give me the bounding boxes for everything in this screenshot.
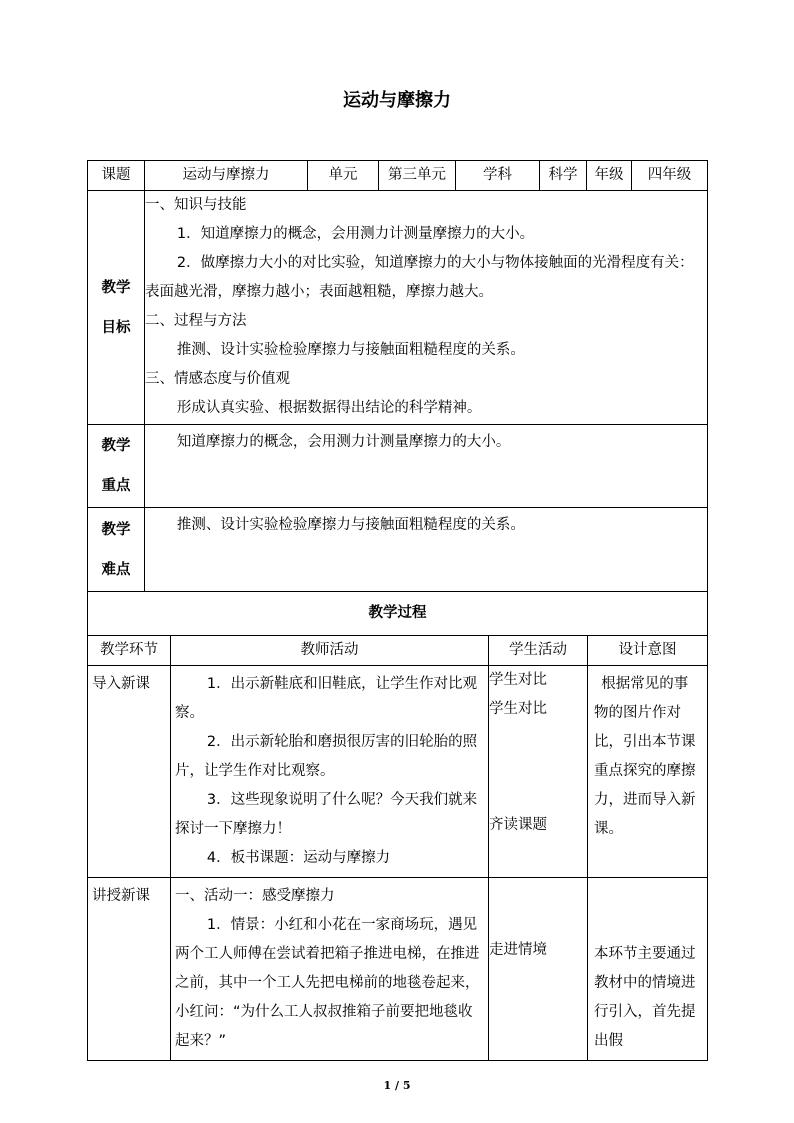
goals-row <box>88 191 708 425</box>
column-header: 学生活动 <box>489 636 588 666</box>
stage-cell: 讲授新课 <box>88 878 171 1061</box>
stage-cell: 导入新课 <box>88 666 171 878</box>
grade-label: 年级 <box>587 161 632 191</box>
lesson-info-table <box>87 160 708 636</box>
page-title: 运动与摩擦力 <box>343 90 451 111</box>
goals-label: 教学 目标 <box>88 191 145 425</box>
difficulty-row <box>88 508 708 592</box>
student-activity-cell: 走进情境 <box>489 878 588 1061</box>
table-row <box>88 666 708 878</box>
unit-label: 单元 <box>308 161 379 191</box>
goals-line: 形成认真实验、根据数据得出结论的科学精神。 <box>176 400 482 416</box>
subject-value: 科学 <box>540 161 587 191</box>
process-title: 教学过程 <box>88 592 708 636</box>
page-number: 1 / 5 <box>383 1079 411 1092</box>
header-row <box>88 161 708 191</box>
process-header-row <box>88 636 708 666</box>
student-activity-cell: 学生对比 学生对比 齐读课题 <box>489 666 588 878</box>
lesson-value: 运动与摩擦力 <box>145 161 308 191</box>
teacher-activity-cell: 1．出示新鞋底和旧鞋底，让学生作对比观察。 2．出示新轮胎和磨损很厉害的旧轮胎的照片，让学生作对比观察。 3．这些现象说明了什么呢？今天我们就来探讨一下摩擦力！ 4．板书课题：运动与摩擦力 <box>171 666 489 878</box>
column-header: 教学环节 <box>88 636 171 666</box>
goals-line: 三、情感态度与价值观 <box>145 371 290 387</box>
key-point-content: 知道摩擦力的概念，会用测力计测量摩擦力的大小。 <box>145 425 708 508</box>
design-intent-cell: 本环节主要通过教材中的情境进行引入，首先提出假 <box>588 878 708 1061</box>
difficulty-label: 教学 难点 <box>88 508 145 592</box>
key-point-label: 教学 重点 <box>88 425 145 508</box>
goals-line: 二、过程与方法 <box>145 313 247 329</box>
process-table <box>87 635 708 1061</box>
teacher-activity-cell: 一、活动一：感受摩擦力 1．情景：小红和小花在一家商场玩，遇见两个工人师傅在尝试着把箱子推进电梯，在推进之前，其中一个工人先把电梯前的地毯卷起来，小红问：“为什么工人叔叔推箱子前要把地毯收起来？” <box>171 878 489 1061</box>
process-title-row <box>88 592 708 636</box>
column-header: 教师活动 <box>171 636 489 666</box>
goals-line: 推测、设计实验检验摩擦力与接触面粗糙程度的关系。 <box>176 342 525 358</box>
design-intent-cell: 根据常见的事物的图片作对比，引出本节课重点探究的摩擦力，进而导入新课。 <box>588 666 708 878</box>
key-point-row <box>88 425 708 508</box>
subject-label: 学科 <box>456 161 540 191</box>
goals-line: 1．知道摩擦力的概念，会用测力计测量摩擦力的大小。 <box>176 226 535 242</box>
lesson-label: 课题 <box>88 161 145 191</box>
grade-value: 四年级 <box>632 161 708 191</box>
table-row <box>88 878 708 1061</box>
column-header: 设计意图 <box>588 636 708 666</box>
goals-line: 2．做摩擦力大小的对比实验，知道摩擦力的大小与物体接触面的光滑程度有关：表面越光滑，摩擦力越小；表面越粗糙，摩擦力越大。 <box>145 255 694 300</box>
difficulty-content: 推测、设计实验检验摩擦力与接触面粗糙程度的关系。 <box>145 508 708 592</box>
unit-value: 第三单元 <box>379 161 456 191</box>
goals-line: 一、知识与技能 <box>145 197 247 213</box>
goals-content <box>145 191 708 425</box>
